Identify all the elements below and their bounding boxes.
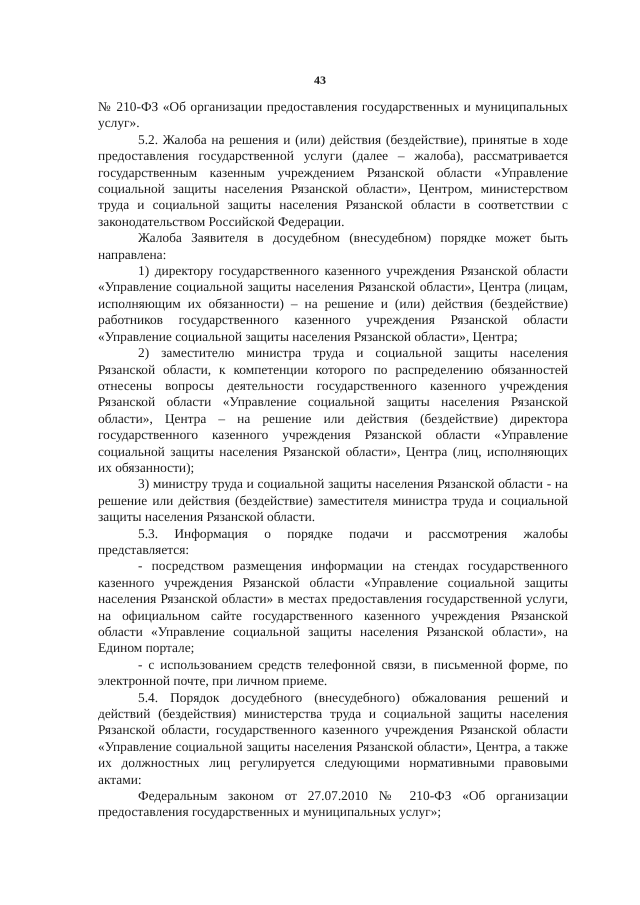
- paragraph-federal-law: Федеральным законом от 27.07.2010 № 210-ФЗ «Об организации предоставления государственных и муниципальных услуг»;: [98, 788, 568, 820]
- paragraph-info-phone: - с использованием средств телефонной связи, в письменной форме, по электронной почте, при личном приеме.: [98, 656, 568, 689]
- paragraph-info-stands: - посредством размещения информации на стендах государственного казенного учреждения Рязанской области «Управление социальной защиты населения Рязанской области» в местах предоставления государственной услуги, на официальном сайте государственного казенного учреждения Рязанской области «Управление социальной защиты населения Рязанской области», на Едином портале;: [98, 558, 568, 656]
- paragraph-item-2: 2) заместителю министра труда и социальной защиты населения Рязанской области, к компетенции которого по распределению обязанностей отнесены вопросы деятельности государственного казенного учреждения Рязанской области «Управление социальной защиты населения Рязанской области», Центра – на решение или действия (бездействие) директора государственного казенного учреждения Рязанской области «Управление социальной защиты населения Рязанской области», Центра (лиц, исполняющих их обязанности);: [98, 345, 568, 475]
- paragraph-law-continuation: № 210-ФЗ «Об организации предоставления государственных и муниципальных услуг».: [98, 99, 568, 131]
- paragraph-item-1: 1) директору государственного казенного учреждения Рязанской области «Управление социальной защиты населения Рязанской области», Центра (лицам, исполняющим их обязанности) – на решение и (или) действия (бездействие) работников государственного казенного учреждения Рязанской области «Управление социальной защиты населения Рязанской области», Центра;: [98, 263, 568, 344]
- paragraph-5-2: 5.2. Жалоба на решения и (или) действия (бездействие), принятые в ходе предоставления государственной услуги (далее – жалоба), рассматривается государственным казенным учреждением Рязанской области «Управление социальной защиты населения Рязанской области», Центром, министерством труда и социальной защиты населения Рязанской области в соответствии с законодательством Российской Федерации.: [98, 131, 568, 229]
- paragraph-complaint-direction: Жалоба Заявителя в досудебном (внесудебном) порядке может быть направлена:: [98, 230, 568, 262]
- paragraph-5-4: 5.4. Порядок досудебного (внесудебного) обжалования решений и действий (бездействия) министерства труда и социальной защиты населения Рязанской области, государственного казенного учреждения Рязанской области «Управление социальной защиты населения Рязанской области», Центра, а также их должностных лиц регулируется следующими нормативными правовыми актами:: [98, 689, 568, 787]
- page-number: 43: [314, 73, 326, 87]
- paragraph-5-3: 5.3. Информация о порядке подачи и рассмотрения жалобы представляется:: [98, 525, 568, 557]
- document-body: [98, 99, 568, 821]
- paragraph-item-3: 3) министру труда и социальной защиты населения Рязанской области - на решение или действия (бездействие) заместителя министра труда и социальной защиты населения Рязанской области.: [98, 476, 568, 525]
